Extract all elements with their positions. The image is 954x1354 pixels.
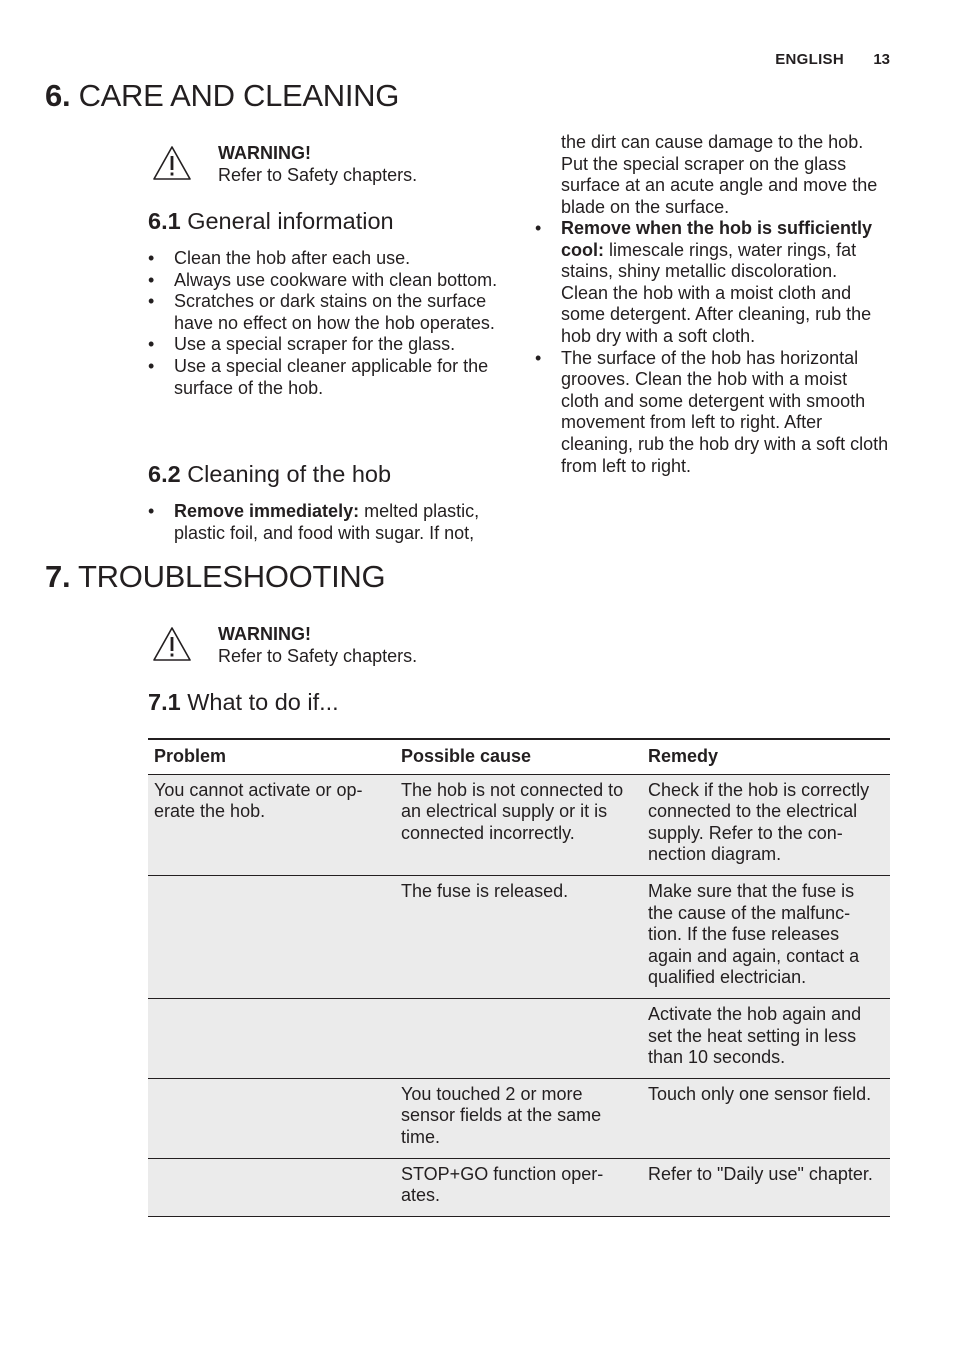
warning-icon — [152, 145, 192, 181]
problem-cell — [148, 998, 395, 1078]
warning-block — [152, 143, 512, 189]
cleaning-list-right — [535, 218, 889, 477]
item-bold-lead: Remove when the hob is sufficiently cool: — [561, 218, 873, 260]
cause-cell: STOP+GO function oper-ates. — [395, 1158, 642, 1216]
remedy-cell: Check if the hob is correctly connected to the electrical supply. Refer to the con-nection diagram. — [642, 774, 890, 875]
problem-cell: You cannot activate or op-erate the hob. — [148, 774, 395, 875]
list-item — [148, 501, 508, 544]
item-text: melted plastic, plastic foil, and food with sugar. If not, — [174, 501, 480, 543]
section-number: 6.2 — [148, 461, 181, 487]
list-item: • Always use cookware with clean bottom. — [148, 270, 508, 292]
header-language: ENGLISH — [775, 51, 844, 68]
troubleshooting-table — [148, 738, 890, 1217]
column-header-cause: Possible cause — [395, 739, 642, 774]
section-6-2-heading — [148, 461, 391, 488]
table-row — [148, 875, 890, 998]
warning-block — [152, 624, 512, 670]
list-item: • Clean the hob after each use. — [148, 248, 508, 270]
section-number: 7.1 — [148, 689, 181, 715]
section-7-1-heading — [148, 689, 339, 716]
table-row — [148, 998, 890, 1078]
problem-cell — [148, 1158, 395, 1216]
list-item — [535, 218, 889, 348]
remedy-cell: Make sure that the fuse is the cause of the malfunc-tion. If the fuse releases again and again, contact a qualified electrician. — [642, 875, 890, 998]
chapter-number: 6. — [45, 78, 71, 113]
list-item: • The surface of the hob has horizontal grooves. Clean the hob with a moist cloth and some detergent with smooth movement from left to right. After cleaning, rub the hob dry with a soft cloth from left to right. — [535, 348, 889, 478]
warning-text: Refer to Safety chapters. — [218, 646, 418, 666]
item-bold-lead: Remove immediately: — [174, 501, 360, 521]
list-item: • Use a special cleaner applicable for the surface of the hob. — [148, 356, 508, 399]
table-header-row — [148, 739, 890, 774]
table-row — [148, 1158, 890, 1216]
warning-text: Refer to Safety chapters. — [218, 165, 418, 185]
cause-cell: The hob is not connected to an electrical supply or it is connected incorrectly. — [395, 774, 642, 875]
column-header-remedy: Remedy — [642, 739, 890, 774]
list-item: • Scratches or dark stains on the surface have no effect on how the hob operates. — [148, 291, 508, 334]
item-text: limescale rings, water rings, fat stains, shiny metallic discoloration. Clean the hob with a moist cloth and some detergent. After cleaning, rub the hob dry with a soft cloth. — [561, 239, 872, 346]
section-6-1-heading — [148, 208, 394, 235]
cause-cell — [395, 998, 642, 1078]
remedy-cell: Refer to "Daily use" chapter. — [642, 1158, 890, 1216]
problem-cell — [148, 1078, 395, 1158]
section-title: General information — [187, 208, 394, 234]
problem-cell — [148, 875, 395, 998]
column-header-problem: Problem — [148, 739, 395, 774]
cause-cell: You touched 2 or more sensor fields at the same time. — [395, 1078, 642, 1158]
chapter-number: 7. — [45, 559, 71, 594]
cleaning-item-continuation: the dirt can cause damage to the hob. Put the special scraper on the glass surface at an acute angle and move the blade on the surface. — [561, 132, 878, 217]
list-item: • Use a special scraper for the glass. — [148, 334, 508, 356]
cause-cell: The fuse is released. — [395, 875, 642, 998]
cleaning-list-left — [148, 501, 508, 544]
warning-title: WARNING! — [218, 624, 311, 644]
warning-title: WARNING! — [218, 143, 311, 163]
table-row — [148, 1078, 890, 1158]
section-title: Cleaning of the hob — [187, 461, 392, 487]
warning-icon — [152, 626, 192, 662]
chapter-6-heading — [45, 78, 399, 114]
table-row — [148, 774, 890, 875]
general-info-list — [148, 248, 508, 399]
page-number: 13 — [873, 51, 890, 68]
remedy-cell: Activate the hob again and set the heat setting in less than 10 seconds. — [642, 998, 890, 1078]
chapter-title: TROUBLESHOOTING — [78, 559, 386, 594]
section-number: 6.1 — [148, 208, 181, 234]
remedy-cell: Touch only one sensor field. — [642, 1078, 890, 1158]
chapter-title: CARE AND CLEANING — [78, 78, 400, 113]
section-title: What to do if... — [187, 689, 339, 715]
chapter-7-heading — [45, 559, 385, 595]
